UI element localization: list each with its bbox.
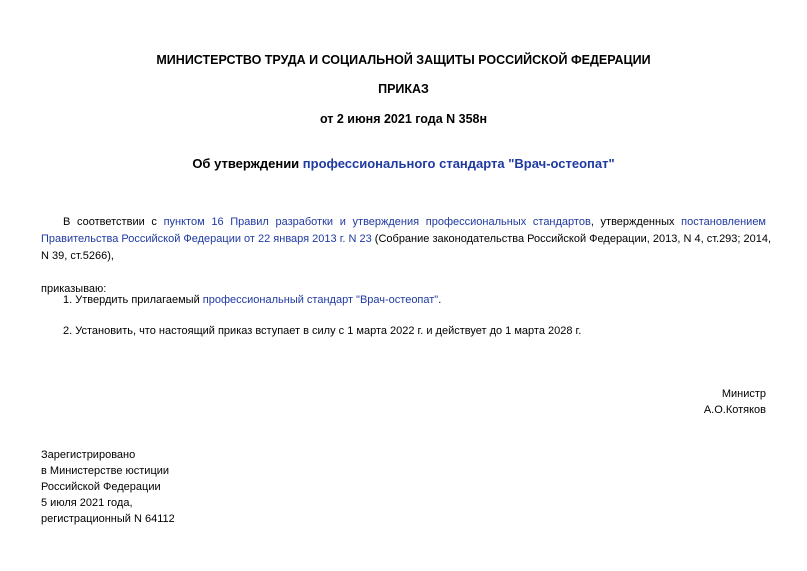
registration-block <box>41 447 175 527</box>
preamble-text-2: , утвержденных <box>590 216 682 228</box>
order-item-2: 2. Установить, что настоящий приказ вступает в силу с 1 марта 2022 г. и действует до 1 марта 2028 г. <box>63 325 582 337</box>
signatory-title: Министр <box>721 388 766 400</box>
professional-standard-title-link[interactable]: профессионального стандарта "Врач-остеопат" <box>302 156 615 171</box>
registration-line-1: Зарегистрировано <box>41 449 136 461</box>
order-date-number: от 2 июня 2021 года N 358н <box>319 112 488 126</box>
preamble-line-3: N 39, ст.5266), <box>41 250 114 262</box>
registration-line-2: в Министерстве юстиции <box>41 465 170 477</box>
registration-line-5: регистрационный N 64112 <box>41 513 175 525</box>
order-item-1 <box>41 292 766 309</box>
preamble-line-2 <box>41 231 772 248</box>
registration-line-4: 5 июля 2021 года, <box>41 497 133 509</box>
preamble-line-1 <box>41 214 766 231</box>
ministry-heading: МИНИСТЕРСТВО ТРУДА И СОЦИАЛЬНОЙ ЗАЩИТЫ РОССИЙСКОЙ ФЕДЕРАЦИИ <box>156 53 651 67</box>
preamble-paragraph <box>41 214 772 265</box>
document-type: ПРИКАЗ <box>378 82 429 96</box>
order-item-1-prefix: 1. Утвердить прилагаемый <box>63 294 203 306</box>
registration-line-3: Российской Федерации <box>41 481 161 493</box>
decree-word: приказываю: <box>41 283 107 295</box>
government-resolution-link-part2[interactable]: Правительства Российской Федерации от 22 января 2013 г. N 23 <box>41 233 372 245</box>
preamble-text-1: В соответствии с <box>63 216 164 228</box>
signatory-name: А.О.Котяков <box>703 404 766 416</box>
professional-standard-link[interactable]: профессиональный стандарт "Врач-остеопат" <box>202 294 439 306</box>
order-title <box>0 156 807 172</box>
order-title-prefix: Об утверждении <box>192 156 303 171</box>
rules-clause-16-link[interactable]: пунктом 16 Правил разработки и утверждения профессиональных стандартов <box>163 216 591 228</box>
order-item-1-suffix: . <box>438 294 442 306</box>
government-resolution-link-part1[interactable]: постановлением <box>681 216 766 228</box>
preamble-text-3: (Собрание законодательства Российской Федерации, 2013, N 4, ст.293; 2014, <box>371 233 772 245</box>
